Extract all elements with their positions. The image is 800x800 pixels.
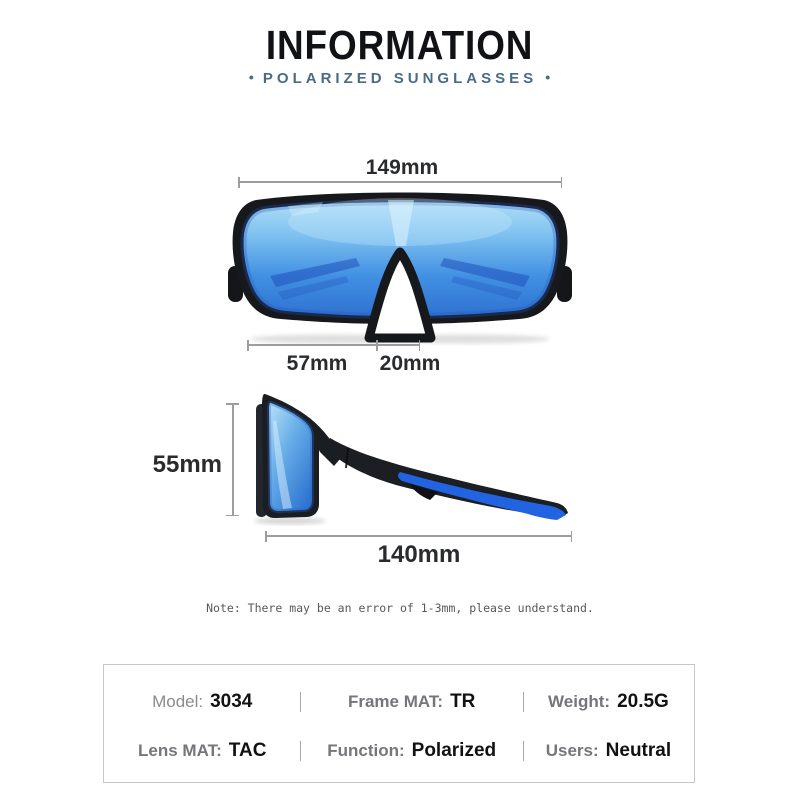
side-lens-height-line <box>232 403 234 516</box>
tick <box>376 340 378 351</box>
divider <box>523 692 524 712</box>
title-text: INFORMATION <box>266 22 534 68</box>
page-subtitle <box>0 70 800 87</box>
front-bridge-width-label: 20mm <box>379 352 441 375</box>
spec-weight <box>523 691 694 713</box>
tick <box>571 531 573 542</box>
front-total-width-label: 149mm <box>365 156 439 179</box>
front-total-width-line <box>238 181 562 183</box>
spec-model-value: 3034 <box>210 691 253 713</box>
sunglasses-front-view <box>228 184 572 346</box>
page-title <box>0 22 800 69</box>
divider <box>300 692 301 712</box>
divider <box>300 741 301 761</box>
spec-function <box>300 740 522 762</box>
spec-frame-mat-value: TR <box>450 691 476 713</box>
front-lens-width-label: 57mm <box>286 352 348 375</box>
spec-lens-mat <box>104 740 300 762</box>
spec-function-value: Polarized <box>411 739 497 761</box>
spec-table <box>103 664 695 783</box>
spec-users-value: Neutral <box>605 739 672 761</box>
tick <box>226 403 239 405</box>
spec-model-label: Model: <box>152 692 204 712</box>
spec-users <box>523 740 694 762</box>
spec-lens-mat-label: Lens MAT: <box>138 740 222 760</box>
subtitle-text: POLARIZED SUNGLASSES <box>262 70 538 87</box>
spec-frame-mat-label: Frame MAT: <box>347 692 444 712</box>
spec-lens-mat-value: TAC <box>228 739 267 761</box>
divider <box>523 741 524 761</box>
spec-frame-mat <box>300 691 522 713</box>
spec-model <box>104 691 300 713</box>
tick <box>247 340 249 351</box>
spec-row-2 <box>104 727 694 776</box>
tick <box>265 531 267 542</box>
spec-users-label: Users: <box>545 740 599 760</box>
side-temple-length-label: 140mm <box>377 541 461 568</box>
tolerance-note: Note: There may be an error of 1-3mm, please understand. <box>206 601 594 615</box>
sunglasses-side-view <box>250 390 582 526</box>
tick <box>226 515 239 517</box>
bullet-right-icon: • <box>545 69 552 85</box>
spec-row-1 <box>104 678 694 727</box>
bullet-left-icon: • <box>248 69 255 85</box>
tick <box>419 340 421 351</box>
spec-weight-value: 20.5G <box>617 691 669 713</box>
front-lens-bridge-line <box>247 344 420 346</box>
spec-weight-label: Weight: <box>548 692 611 712</box>
spec-function-label: Function: <box>327 740 405 760</box>
side-lens-height-label: 55mm <box>152 451 222 478</box>
side-temple-length-line <box>265 535 572 537</box>
